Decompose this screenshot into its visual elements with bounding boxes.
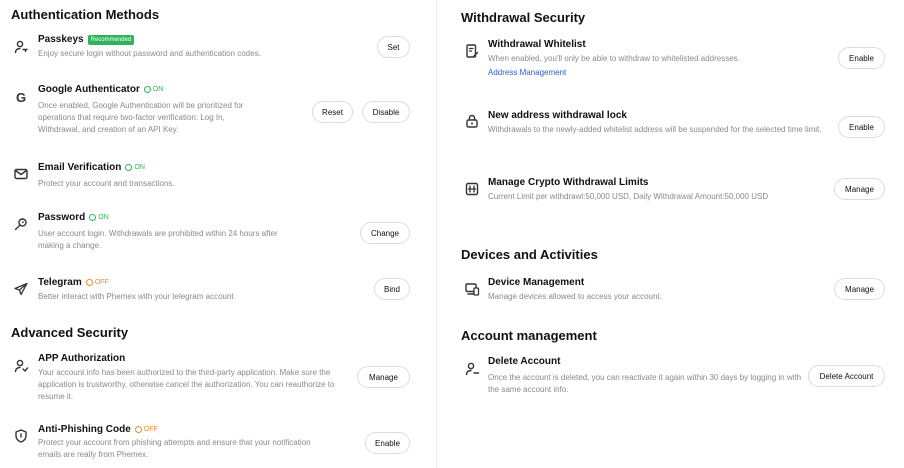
delete-account-label: Delete Account bbox=[488, 356, 561, 367]
advanced-security-title: Advanced Security bbox=[11, 325, 129, 340]
passkeys-desc: Enjoy secure login without password and authentication codes. bbox=[38, 49, 261, 58]
anti-phishing-label: Anti-Phishing Code bbox=[38, 424, 131, 435]
google-auth-desc: Once enabled, Google Authentication will be prioritized for operations that require two-factor verification: Log In, Withdrawal, and creation of an API Key. bbox=[38, 101, 244, 134]
app-authorization-desc: Your account info has been authorized to the third-party application. Make sure the application is trustworthy, otherwise cancel the authorization. You can reauthorize to resume it. bbox=[38, 368, 335, 401]
email-verification-label: Email Verification bbox=[38, 162, 122, 173]
key-icon bbox=[13, 216, 29, 232]
app-authorization-manage-button[interactable]: Manage bbox=[357, 366, 410, 388]
password-change-button[interactable]: Change bbox=[360, 222, 410, 244]
withdrawal-whitelist-label: Withdrawal Whitelist bbox=[488, 39, 586, 50]
google-auth-row bbox=[38, 84, 163, 95]
new-address-lock-desc: Withdrawals to the newly-added whitelist address will be suspended for the selected time limit. bbox=[488, 125, 822, 134]
auth-methods-title: Authentication Methods bbox=[11, 7, 160, 22]
paper-plane-icon bbox=[13, 281, 29, 297]
device-icon bbox=[464, 281, 480, 297]
anti-phishing-status-text: OFF bbox=[143, 426, 158, 433]
whitelist-enable-button[interactable]: Enable bbox=[838, 47, 885, 69]
anti-phishing-status bbox=[135, 426, 158, 433]
telegram-row bbox=[38, 277, 109, 288]
google-auth-label: Google Authenticator bbox=[38, 84, 140, 95]
address-management-link[interactable]: Address Management bbox=[488, 68, 567, 77]
google-auth-reset-button[interactable]: Reset bbox=[312, 101, 353, 123]
telegram-status bbox=[86, 279, 109, 286]
app-authorization-label: APP Authorization bbox=[38, 353, 126, 364]
doc-edit-icon bbox=[464, 43, 480, 59]
shield-icon bbox=[13, 428, 29, 444]
svg-text:G: G bbox=[15, 90, 27, 105]
recommended-badge: Recommended bbox=[88, 35, 135, 45]
crypto-limits-manage-button[interactable]: Manage bbox=[834, 178, 885, 200]
lock-icon bbox=[464, 113, 480, 129]
google-auth-status-text: ON bbox=[152, 86, 164, 93]
telegram-label: Telegram bbox=[38, 277, 82, 288]
check-circle-icon bbox=[89, 214, 96, 221]
limit-icon bbox=[464, 181, 480, 197]
check-circle-icon bbox=[144, 86, 151, 93]
password-status bbox=[89, 214, 109, 221]
email-status-text: ON bbox=[134, 164, 145, 171]
user-link-icon bbox=[13, 358, 29, 374]
mail-icon bbox=[13, 166, 29, 182]
passkeys-row bbox=[38, 34, 134, 45]
anti-phishing-row bbox=[38, 424, 158, 435]
device-management-manage-button[interactable]: Manage bbox=[834, 278, 885, 300]
password-status-text: ON bbox=[98, 214, 109, 221]
user-key-icon bbox=[13, 39, 29, 55]
device-management-label: Device Management bbox=[488, 277, 585, 288]
passkeys-set-button[interactable]: Set bbox=[377, 36, 410, 58]
withdrawal-security-title: Withdrawal Security bbox=[461, 10, 586, 25]
email-verification-status bbox=[125, 164, 145, 171]
google-auth-disable-button[interactable]: Disable bbox=[362, 101, 410, 123]
check-circle-icon bbox=[125, 164, 132, 171]
user-remove-icon bbox=[464, 361, 480, 377]
passkeys-label: Passkeys bbox=[38, 34, 84, 45]
column-divider bbox=[436, 0, 437, 468]
off-circle-icon bbox=[135, 426, 142, 433]
delete-account-desc: Once the account is deleted, you can reactivate it again within 30 days by logging in with the same account info. bbox=[488, 373, 802, 394]
telegram-desc: Better interact with Phemex with your telegram account bbox=[38, 292, 234, 301]
crypto-limits-desc: Current Limit per withdrawl:50,000 USD, Daily Withdrawal Amount:50,000 USD bbox=[488, 192, 769, 201]
off-circle-icon bbox=[86, 279, 93, 286]
new-address-lock-label: New address withdrawal lock bbox=[488, 110, 627, 121]
device-management-desc: Manage devices allowed to access your account. bbox=[488, 292, 662, 301]
password-desc: User account login. Withdrawals are prohibited within 24 hours after making a change. bbox=[38, 229, 278, 250]
anti-phishing-desc: Protect your account from phishing attempts and ensure that your notification emails are really from Phemex. bbox=[38, 438, 311, 459]
account-management-title: Account management bbox=[461, 328, 597, 343]
crypto-limits-label: Manage Crypto Withdrawal Limits bbox=[488, 177, 649, 188]
google-auth-status bbox=[144, 86, 164, 93]
password-row bbox=[38, 212, 109, 223]
password-label: Password bbox=[38, 212, 86, 223]
withdrawal-whitelist-desc: When enabled, you'll only be able to withdraw to whitelisted addresses. bbox=[488, 54, 740, 63]
email-verification-row bbox=[38, 162, 145, 173]
telegram-status-text: OFF bbox=[94, 279, 109, 286]
google-g-icon bbox=[13, 89, 29, 105]
delete-account-button[interactable]: Delete Account bbox=[808, 365, 885, 387]
email-verification-desc: Protect your account and transactions. bbox=[38, 179, 175, 188]
new-address-lock-enable-button[interactable]: Enable bbox=[838, 116, 885, 138]
anti-phishing-enable-button[interactable]: Enable bbox=[365, 432, 410, 454]
telegram-bind-button[interactable]: Bind bbox=[374, 278, 410, 300]
devices-activities-title: Devices and Activities bbox=[461, 247, 598, 262]
